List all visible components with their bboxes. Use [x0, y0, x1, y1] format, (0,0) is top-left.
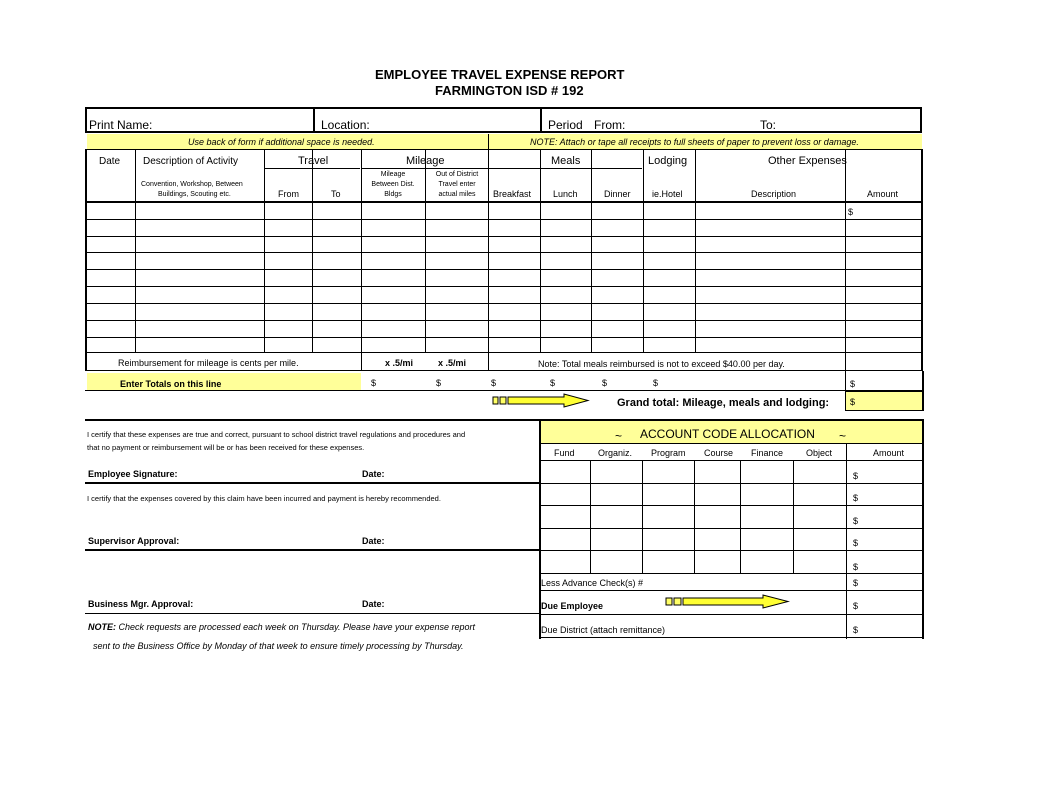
employee-signature-field[interactable] [185, 465, 355, 480]
totals-label: Enter Totals on this line [120, 379, 222, 389]
col-mileage-between-3: Bldgs [384, 191, 402, 198]
business-date-field[interactable] [390, 595, 530, 610]
supervisor-approval-label: Supervisor Approval: [88, 536, 180, 546]
supervisor-approval-field[interactable] [190, 532, 355, 547]
table-column-line [540, 149, 541, 352]
attach-receipts-note: NOTE: Attach or tape all receipts to full sheets of paper to prevent loss or damage. [530, 137, 859, 147]
account-row3-dollar: $ [853, 516, 859, 526]
col-mileage-out-1: Out of District [435, 171, 479, 178]
account-column-line [642, 460, 643, 573]
col-description-sub2: Buildings, Scouting etc. [158, 191, 231, 198]
grand-total-dollar: $ [850, 397, 856, 407]
location-field[interactable] [380, 110, 535, 130]
mileage-subheader-line [361, 168, 489, 169]
account-col-amount: Amount [873, 448, 905, 458]
reimb-line [361, 352, 362, 371]
totals-amount-left [845, 371, 846, 391]
account-column-line [793, 460, 794, 573]
travel-subheader-line [264, 168, 360, 169]
supervisor-date-label: Date: [362, 536, 385, 546]
footer-note-line-1 [88, 623, 475, 632]
total-dollar-breakfast: $ [491, 378, 497, 388]
due-employee-label: Due Employee [541, 601, 604, 611]
table-column-line [695, 149, 696, 352]
table-row-line [85, 337, 923, 338]
business-approval-field[interactable] [200, 595, 355, 610]
table-column-line [135, 149, 136, 352]
col-lunch: Lunch [553, 189, 578, 199]
col-breakfast: Breakfast [493, 189, 532, 199]
account-amount-col-line [846, 443, 847, 639]
total-dollar-out: $ [436, 378, 442, 388]
account-col-organiz: Organiz. [598, 448, 633, 458]
table-row-line [85, 286, 923, 287]
account-border-right [922, 419, 924, 639]
employee-date-label: Date: [362, 469, 385, 479]
meals-limit-note: Note: Total meals reimbursed is not to exceed $40.00 per day. [538, 359, 785, 369]
footer-note-label: NOTE: [88, 622, 116, 632]
business-date-label: Date: [362, 599, 385, 609]
table-row-line [85, 219, 923, 220]
table-row-line [85, 303, 923, 304]
col-meals: Meals [551, 155, 581, 167]
grand-total-arrow-icon [492, 393, 592, 409]
col-mileage-out-3: actual miles [438, 191, 476, 198]
back-of-form-note: Use back of form if additional space is needed. [188, 137, 375, 147]
first-row-amount-dollar: $ [848, 207, 854, 217]
account-header-bottom [539, 460, 924, 461]
account-row-line [539, 483, 924, 484]
footer-note-line-2: sent to the Business Office by Monday of that week to ensure timely processing by Thursday. [93, 641, 464, 651]
col-description: Description of Activity [143, 156, 239, 167]
account-col-program: Program [651, 448, 686, 458]
reimb-line [845, 352, 846, 371]
due-district-dollar: $ [853, 625, 859, 635]
col-mileage-between-1: Mileage [380, 171, 406, 178]
grand-total-label: Grand total: Mileage, meals and lodging: [617, 397, 830, 409]
account-row-line [539, 573, 924, 574]
col-date: Date [99, 156, 121, 167]
col-lodging: Lodging [648, 155, 688, 167]
period-to-label: To: [760, 118, 777, 132]
account-column-line [740, 460, 741, 573]
account-title: ACCOUNT CODE ALLOCATION [640, 427, 815, 441]
account-row2-dollar: $ [853, 493, 859, 503]
account-col-course: Course [704, 448, 734, 458]
table-border-top [85, 149, 923, 150]
table-header-bottom [85, 201, 923, 203]
table-column-line [845, 149, 846, 352]
employee-certify-text-2: that no payment or reimbursement will be or has been received for these expenses. [87, 443, 365, 452]
account-row-line [539, 528, 924, 529]
account-row-line [539, 614, 924, 615]
table-column-line [361, 149, 362, 352]
header-tick [85, 168, 87, 169]
reimbursement-text: Reimbursement for mileage is cents per mile. [118, 358, 299, 368]
totals-row-bottom [85, 390, 923, 391]
table-row-line [85, 269, 923, 270]
col-other-expenses: Other Expenses [768, 155, 847, 167]
col-description-sub1: Convention, Workshop, Between [141, 181, 243, 188]
col-dinner: Dinner [604, 189, 631, 199]
reimbursement-row-bottom [85, 370, 923, 371]
due-employee-arrow-icon [665, 594, 791, 610]
account-row-line [539, 550, 924, 551]
table-row-line [85, 352, 923, 353]
col-mileage-between-2: Between Dist. [371, 181, 415, 188]
totals-right-border [922, 371, 924, 411]
less-advance-dollar: $ [853, 578, 859, 588]
total-dollar-lodging: $ [653, 378, 659, 388]
col-travel: Travel [298, 155, 329, 167]
table-column-line [425, 149, 426, 352]
account-row-line [539, 637, 924, 638]
account-col-object: Object [806, 448, 833, 458]
meals-subheader-line [488, 168, 642, 169]
period-label: Period [548, 118, 583, 132]
account-row1-dollar: $ [853, 471, 859, 481]
mileage-rate-2: x .5/mi [438, 358, 467, 368]
total-dollar-dinner: $ [602, 378, 608, 388]
supervisor-date-field[interactable] [390, 532, 530, 547]
account-title-bottom [539, 443, 924, 444]
col-mileage-out-2: Travel enter [438, 181, 476, 188]
col-other-amount: Amount [867, 189, 899, 199]
account-row-line [539, 590, 924, 591]
table-column-line [312, 149, 313, 352]
account-column-line [590, 460, 591, 573]
total-dollar-between: $ [371, 378, 377, 388]
print-name-field[interactable] [160, 110, 310, 130]
account-col-fund: Fund [554, 448, 575, 458]
col-travel-from: From [278, 189, 299, 199]
employee-date-field[interactable] [390, 465, 530, 480]
table-column-line [643, 149, 644, 352]
account-row5-dollar: $ [853, 562, 859, 572]
print-name-label: Print Name: [89, 118, 153, 132]
col-travel-to: To [331, 189, 341, 199]
col-other-description: Description [751, 189, 797, 199]
employee-certify-text-1: I certify that these expenses are true and correct, pursuant to school district travel regulations and procedures and [87, 430, 466, 439]
account-tilde-left: ~ [615, 429, 623, 443]
period-from-field[interactable] [630, 110, 750, 130]
table-column-line [591, 149, 592, 352]
due-district-label: Due District (attach remittance) [541, 625, 666, 635]
total-dollar-lunch: $ [550, 378, 556, 388]
location-label: Location: [321, 118, 370, 132]
due-employee-dollar: $ [853, 601, 859, 611]
grand-total-field[interactable] [845, 391, 923, 411]
page-title: EMPLOYEE TRAVEL EXPENSE REPORT [375, 67, 625, 82]
account-column-line [694, 460, 695, 573]
table-row-line [85, 252, 923, 253]
less-advance-label: Less Advance Check(s) # [541, 578, 644, 588]
table-column-line [264, 149, 265, 352]
page-subtitle: FARMINGTON ISD # 192 [435, 83, 584, 98]
footer-note-text-1: Check requests are processed each week on Thursday. Please have your expense report [116, 622, 476, 632]
account-border-top [539, 419, 924, 421]
business-approval-label: Business Mgr. Approval: [88, 599, 194, 609]
account-row-line [539, 505, 924, 506]
account-col-finance: Finance [751, 448, 784, 458]
table-row-line [85, 320, 923, 321]
employee-signature-label: Employee Signature: [88, 469, 178, 479]
period-from-label: From: [594, 118, 626, 132]
total-dollar-other: $ [850, 379, 856, 389]
col-mileage: Mileage [406, 155, 445, 167]
supervisor-certify-text: I certify that the expenses covered by this claim have been incurred and payment is hereby recommended. [87, 494, 441, 503]
col-lodging-sub: ie.Hotel [652, 189, 683, 199]
account-row4-dollar: $ [853, 538, 859, 548]
account-tilde-right: ~ [839, 429, 847, 443]
table-column-line [488, 149, 489, 352]
reimb-line [488, 352, 489, 371]
table-row-line [85, 236, 923, 237]
period-to-field[interactable] [780, 110, 915, 130]
mileage-rate-1: x .5/mi [385, 358, 414, 368]
